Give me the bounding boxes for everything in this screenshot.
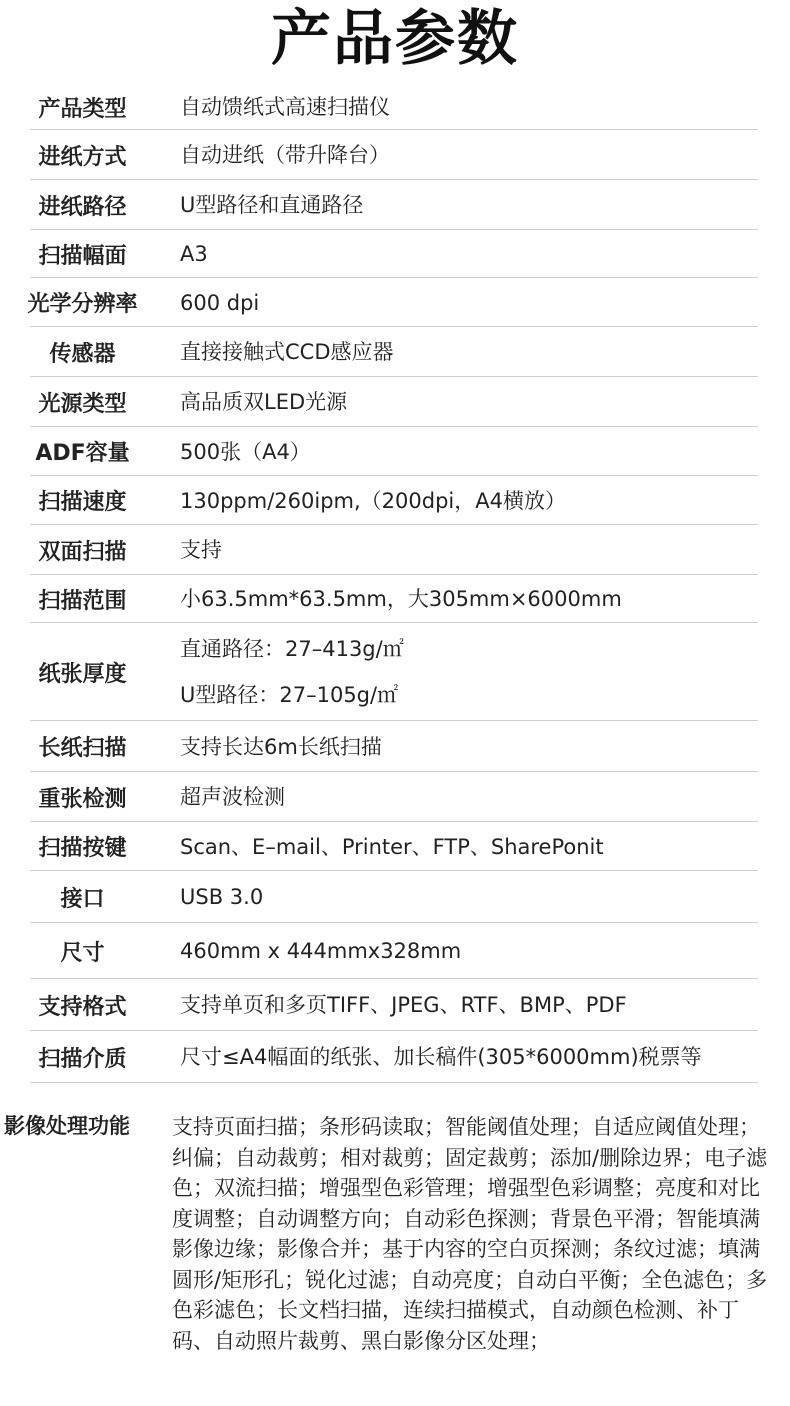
spec-value-line: 460mm x 444mmx328mm [180,939,462,963]
spec-value [180,822,770,871]
spec-label: 产品类型 [38,96,127,122]
spec-value [180,180,770,230]
spec-value [180,327,770,377]
spec-value-line: 600 dpi [180,290,260,315]
image-processing-label: 影像处理功能 [4,1114,130,1138]
spec-label: 光源类型 [38,391,127,417]
spec-value-line: 直通路径：27–413g/㎡ [180,637,404,661]
spec-value-line: 自动进纸（带升降台） [180,143,390,167]
spec-label: 接口 [60,886,105,912]
spec-value-line: U型路径：27–105g/㎡ [180,683,399,707]
spec-table [0,84,790,1083]
spec-value-line: USB 3.0 [180,885,264,909]
spec-value [180,427,770,476]
spec-value [180,130,770,180]
spec-value [180,230,770,278]
spec-label: 扫描速度 [38,490,127,515]
spec-value-line: 直接接触式CCD感应器 [180,340,394,364]
spec-label: ADF容量 [35,441,130,466]
spec-label: 进纸方式 [38,144,127,170]
spec-row [0,278,790,327]
spec-value [180,772,770,822]
spec-value [180,721,770,772]
spec-value-line: 500张（A4） [180,439,311,464]
spec-label: 长纸扫描 [38,736,127,761]
spec-row [0,575,790,623]
spec-label: 扫描幅面 [38,243,127,269]
spec-value-line: 支持长达6m长纸扫描 [180,734,382,759]
spec-value-line: 超声波检测 [180,785,285,809]
spec-label: 纸张厚度 [38,661,127,687]
spec-value-line: Scan、E–mail、Printer、FTP、SharePonit [180,834,604,859]
spec-value-line: 支持 [180,538,222,562]
spec-row [0,476,790,525]
spec-row [0,427,790,476]
spec-value-line: 尺寸≤A4幅面的纸张、加长稿件(305*6000mm)税票等 [180,1045,702,1069]
spec-row [0,822,790,871]
spec-label: 光学分辨率 [27,292,138,317]
spec-value [180,84,770,130]
spec-label: 扫描范围 [38,588,127,614]
spec-value [180,871,770,923]
page-title: 产品参数 [271,4,519,74]
spec-row [0,180,790,230]
spec-value-line: 小63.5mm*63.5mm，大305mm×6000mm [180,587,622,611]
image-processing-text: 支持页面扫描；条形码读取；智能阈值处理；自适应阈值处理；纠偏；自动裁剪；相对裁剪；固定裁剪；添加/删除边界；电子滤色；双流扫描；增强型色彩管理；增强型色彩调整；亮度和对比度调整；自动调整方向；自动彩色探测；背景色平滑；智能填满影像边缘；影像合并；基于内容的空白页探测；条纹过滤；填满圆形/矩形孔；锐化过滤；自动亮度；自动白平衡；全色滤色；多色彩滤色；长文档扫描，连续扫描模式，自动颜色检测、补丁码、自动照片裁剪、黑白影像分区处理； [172,1115,768,1353]
spec-value [180,476,770,525]
spec-row [0,623,790,721]
spec-label: 尺寸 [60,940,105,966]
spec-value [180,525,770,575]
spec-value-line: 自动馈纸式高速扫描仪 [180,95,390,119]
spec-value [180,623,770,721]
spec-label: 传感器 [49,341,116,367]
spec-value [180,278,770,327]
spec-value-line: 支持单页和多页TIFF、JPEG、RTF、BMP、PDF [180,993,627,1017]
spec-row [0,84,790,130]
spec-value [180,575,770,623]
spec-label: 双面扫描 [38,539,127,565]
spec-value-line: 130ppm/260ipm,（200dpi，A4横放） [180,488,566,513]
spec-label: 支持格式 [38,994,127,1020]
spec-label: 扫描按键 [38,836,127,861]
spec-row [0,772,790,822]
spec-row [0,130,790,180]
spec-label: 扫描介质 [38,1046,127,1072]
spec-row [0,230,790,278]
spec-row [0,327,790,377]
spec-value-line: 高品质双LED光源 [180,390,348,414]
image-processing-section [0,1104,790,1404]
spec-row [0,871,790,923]
spec-row [0,525,790,575]
spec-value [180,377,770,427]
spec-row [0,721,790,772]
spec-label: 进纸路径 [38,194,127,220]
spec-value-line: U型路径和直通路径 [180,193,364,217]
spec-row [0,923,790,979]
spec-value [180,979,770,1031]
spec-row [0,1031,790,1083]
spec-value [180,1031,770,1083]
spec-value-line: A3 [180,242,208,266]
spec-row [0,979,790,1031]
spec-label: 重张检测 [38,786,127,812]
spec-value [180,923,770,979]
spec-row [0,377,790,427]
